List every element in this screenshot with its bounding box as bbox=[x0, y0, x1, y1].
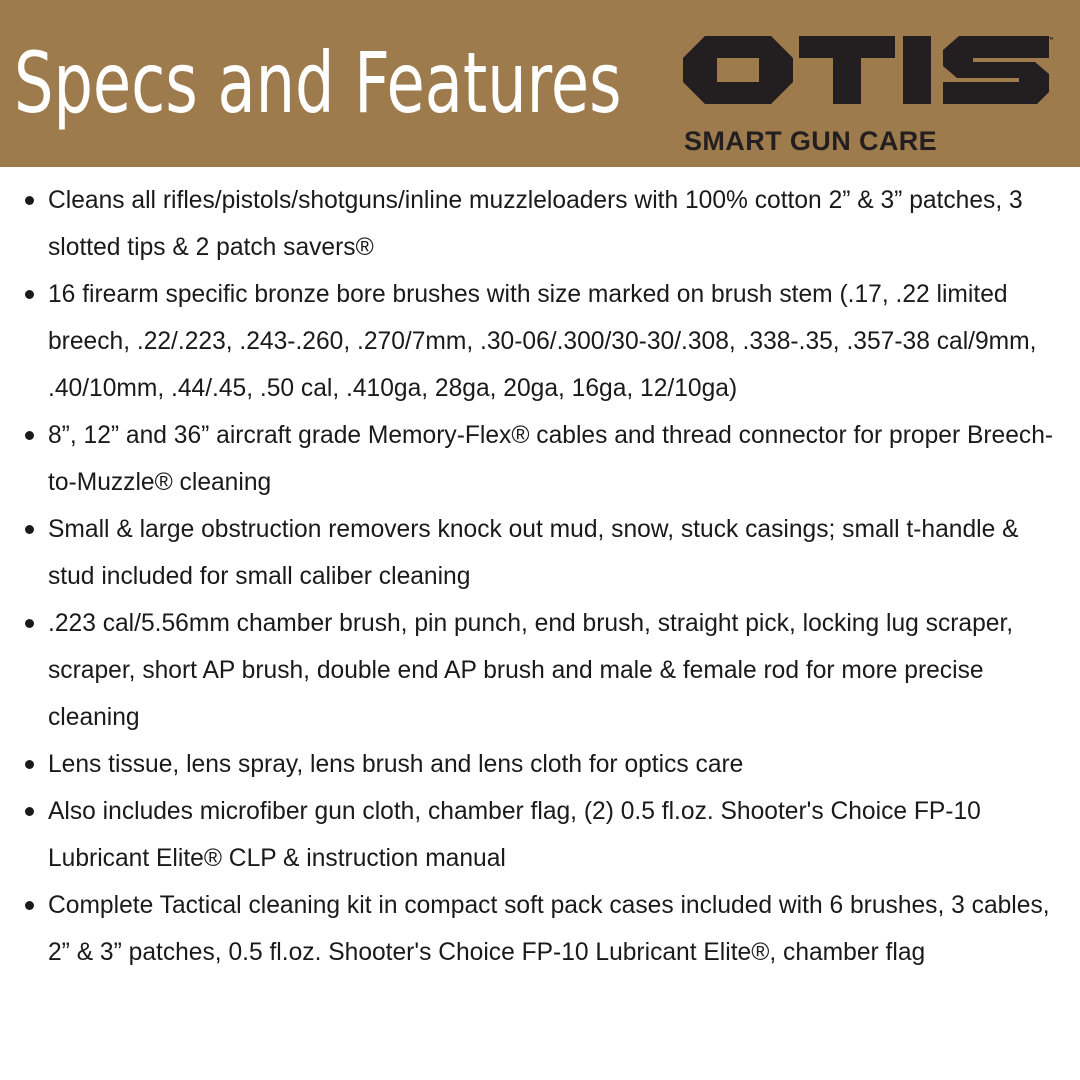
feature-item bbox=[0, 177, 1080, 271]
feature-text: Complete Tactical cleaning kit in compact soft pack cases included with 6 brushes, 3 cables, 2” & 3” patches, 0.5 fl.oz. Shooter's Choice FP-10 Lubricant Elite®, chamber flag bbox=[48, 892, 1050, 966]
trademark-symbol: ™ bbox=[1047, 37, 1054, 44]
feature-item bbox=[0, 600, 1080, 741]
feature-item bbox=[0, 271, 1080, 412]
bullet-icon bbox=[25, 196, 34, 205]
bullet-icon bbox=[25, 619, 34, 628]
header-banner bbox=[0, 0, 1080, 167]
features-list bbox=[0, 177, 1080, 976]
logo-letter-i bbox=[903, 36, 931, 104]
feature-text: .223 cal/5.56mm chamber brush, pin punch, end brush, straight pick, locking lug scraper, scraper, short AP brush, double end AP brush and male & female rod for more precise cleaning bbox=[48, 610, 1014, 731]
bullet-icon bbox=[25, 901, 34, 910]
feature-item bbox=[0, 506, 1080, 600]
page-title: Specs and Features bbox=[14, 34, 622, 132]
bullet-icon bbox=[25, 760, 34, 769]
logo-letter-o bbox=[683, 36, 793, 104]
logo-letter-t bbox=[799, 36, 895, 104]
feature-text: 16 firearm specific bronze bore brushes with size marked on brush stem (.17, .22 limited breech, .22/.223, .243-.260, .270/7mm, .30-06/.300/30-30/.308, .338-.35, .357-38 cal/9mm, .40/10mm, .44/.45, .50 cal, .410ga, 28ga, 20ga, 16ga, 12/10ga) bbox=[48, 281, 1037, 402]
feature-item bbox=[0, 882, 1080, 976]
bullet-icon bbox=[25, 290, 34, 299]
feature-text: Lens tissue, lens spray, lens brush and lens cloth for optics care bbox=[48, 751, 744, 778]
feature-text: 8”, 12” and 36” aircraft grade Memory-Flex® cables and thread connector for proper Breech-to-Muzzle® cleaning bbox=[48, 422, 1054, 496]
logo-tagline: SMART GUN CARE bbox=[684, 126, 938, 156]
logo-letter-s bbox=[943, 36, 1049, 104]
feature-text: Cleans all rifles/pistols/shotguns/inline muzzleloaders with 100% cotton 2” & 3” patches, 3 slotted tips & 2 patch savers® bbox=[48, 187, 1023, 261]
feature-text: Small & large obstruction removers knock out mud, snow, stuck casings; small t-handle & stud included for small caliber cleaning bbox=[48, 516, 1019, 590]
bullet-icon bbox=[25, 525, 34, 534]
bullet-icon bbox=[25, 431, 34, 440]
feature-item bbox=[0, 788, 1080, 882]
feature-text: Also includes microfiber gun cloth, chamber flag, (2) 0.5 fl.oz. Shooter's Choice FP-10 Lubricant Elite® CLP & instruction manual bbox=[48, 798, 981, 872]
feature-item bbox=[0, 741, 1080, 788]
feature-item bbox=[0, 412, 1080, 506]
otis-logo-mark bbox=[683, 30, 1051, 110]
bullet-icon bbox=[25, 807, 34, 816]
